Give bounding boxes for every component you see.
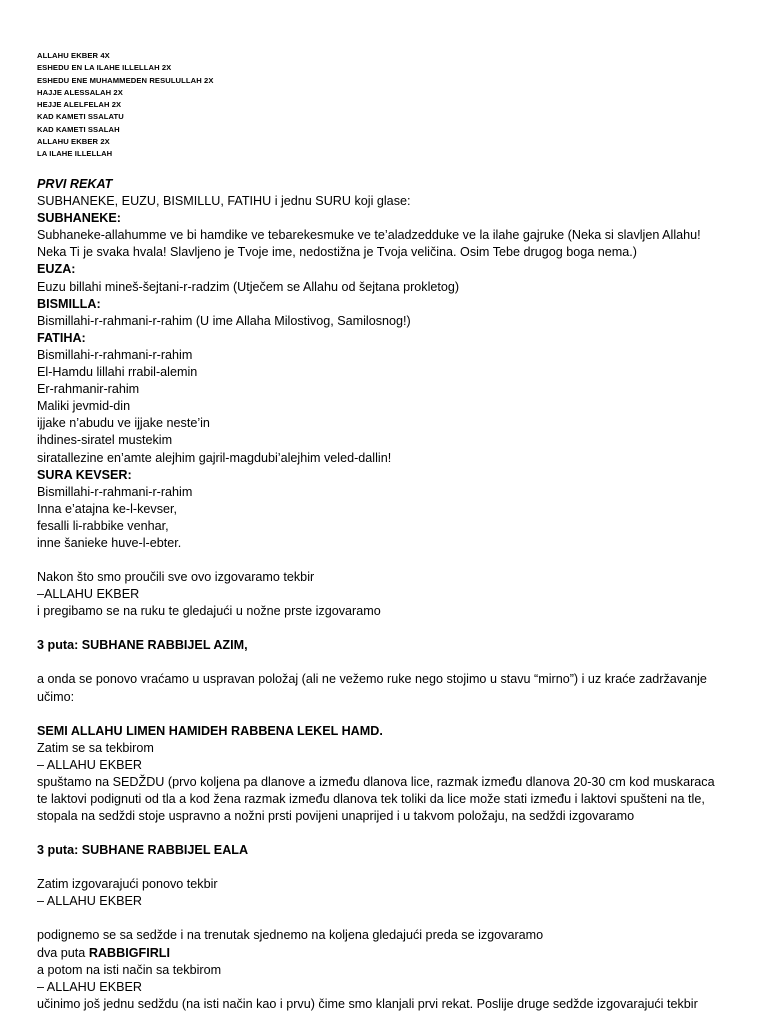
section-heading: SEMI ALLAHU LIMEN HAMIDEH RABBENA LEKEL HAMD. [37, 723, 383, 738]
text-line: stopala na sedždi stoje uspravno a nožni prsti povijeni unaprijed i u takvom položaju, na sedždi izgovaramo [37, 809, 635, 824]
text-line: – ALLAHU EKBER [37, 757, 142, 772]
text-line [37, 945, 753, 962]
blank-line [37, 706, 753, 723]
text-line: i pregibamo se na ruku te gledajući u nožne prste izgovaramo [37, 604, 381, 619]
text-line: te laktovi podignuti od tla a kod žena razmak između dlanova tek toliki da lice može stati između i laktovi spušteni na tle, [37, 792, 705, 806]
text-line: Er-rahmanir-rahim [37, 382, 140, 397]
text-span: dva puta [37, 945, 89, 960]
text-line: siratallezine en’amte alejhim gajril-magdubi’alejhim veled-dallin! [37, 450, 392, 465]
text-line: Nakon što smo proučili sve ovo izgovaramo tekbir [37, 570, 315, 585]
header-line: ALLAHU EKBER 4X [37, 51, 110, 60]
text-line: Euzu billahi mineš-šejtani-r-radzim (Utječem se Allahu od šejtana prokletog) [37, 279, 460, 294]
blank-line [37, 910, 753, 927]
text-line: Bismillahi-r-rahmani-r-rahim (U ime Allaha Milostivog, Samilosnog!) [37, 313, 411, 328]
bold-span: RABBIGFIRLI [88, 945, 170, 960]
section-heading: 3 puta: SUBHANE RABBIJEL EALA [37, 843, 249, 858]
blank-line [37, 552, 753, 569]
text-line: ijjake n’abudu ve ijjake neste’in [37, 416, 210, 431]
text-line: spuštamo na SEDŽDU (prvo koljena pa dlanove a između dlanova lice, razmak između dlanova 20-30 cm kod muskaraca [37, 774, 715, 789]
section-heading: EUZA: [37, 262, 76, 277]
text-line: učinimo još jednu sedždu (na isti način kao i prvu) čime smo klanjali prvi rekat. Poslije druge sedžde izgovarajući tekbir [37, 996, 698, 1011]
section-heading: SUBHANEKE: [37, 211, 121, 226]
text-line: El-Hamdu lillahi rrabil-alemin [37, 365, 198, 380]
text-line: podignemo se sa sedžde i na trenutak sjednemo na koljena gledajući preda se izgovaramo [37, 928, 544, 943]
section-heading: BISMILLA: [37, 296, 101, 311]
text-line: –ALLAHU EKBER [37, 587, 140, 602]
document-body [37, 176, 753, 1013]
text-line: a potom na isti način sa tekbirom [37, 962, 222, 977]
section-heading: SURA KEVSER: [37, 467, 132, 482]
text-line: Neka Ti je svaka hvala! Slavljeno je Tvoje ime, nedostižna je Tvoja veličina. Osim Tebe drugog boga nema.) [37, 245, 637, 260]
text-line: Bismillahi-r-rahmani-r-rahim [37, 484, 193, 499]
section-heading: 3 puta: SUBHANE RABBIJEL AZIM, [37, 638, 248, 653]
blank-line [37, 859, 753, 876]
text-line: Subhaneke-allahumme ve bi hamdike ve tebarekesmuke ve te’aladzedduke ve la ilahe gajruke (Neka si slavljen Allahu! [37, 228, 701, 243]
header-line: ALLAHU EKBER 2X [37, 137, 110, 147]
text-line: Bismillahi-r-rahmani-r-rahim [37, 347, 193, 362]
text-line: – ALLAHU EKBER [37, 894, 142, 909]
header-line: KAD KAMETI SSALATU [37, 112, 124, 122]
header-line: KAD KAMETI SSALAH [37, 124, 120, 134]
text-line: učimo: [37, 689, 75, 704]
section-heading: FATIHA: [37, 330, 86, 345]
ezan-header [37, 50, 213, 161]
header-line: HAJJE ALESSALAH 2X [37, 87, 123, 97]
text-line: fesalli li-rabbike venhar, [37, 518, 169, 533]
text-line: Zatim izgovarajući ponovo tekbir [37, 877, 218, 892]
header-line: HEJJE ALELFELAH 2X [37, 100, 122, 110]
text-line: Zatim se sa tekbirom [37, 740, 154, 755]
header-line: ESHEDU EN LA ILAHE ILLELLAH 2X [37, 63, 172, 73]
blank-line [37, 654, 753, 671]
section-heading: PRVI REKAT [37, 177, 113, 191]
blank-line [37, 620, 753, 637]
text-line: ihdines-siratel mustekim [37, 433, 173, 448]
text-line: – ALLAHU EKBER [37, 979, 142, 994]
header-line: LA ILAHE ILLELLAH [37, 149, 113, 159]
header-line: ESHEDU ENE MUHAMMEDEN RESULULLAH 2X [37, 75, 214, 85]
text-line: Maliki jevmid-din [37, 399, 131, 414]
text-line: SUBHANEKE, EUZU, BISMILLU, FATIHU i jednu SURU koji glase: [37, 194, 411, 209]
text-line: Inna e’atajna ke-l-kevser, [37, 501, 178, 516]
text-line: a onda se ponovo vraćamo u uspravan položaj (ali ne vežemo ruke nego stojimo u stavu “mirno”) i uz kraće zadržavanje [37, 672, 707, 687]
text-line: inne šanieke huve-l-ebter. [37, 535, 182, 550]
blank-line [37, 825, 753, 842]
